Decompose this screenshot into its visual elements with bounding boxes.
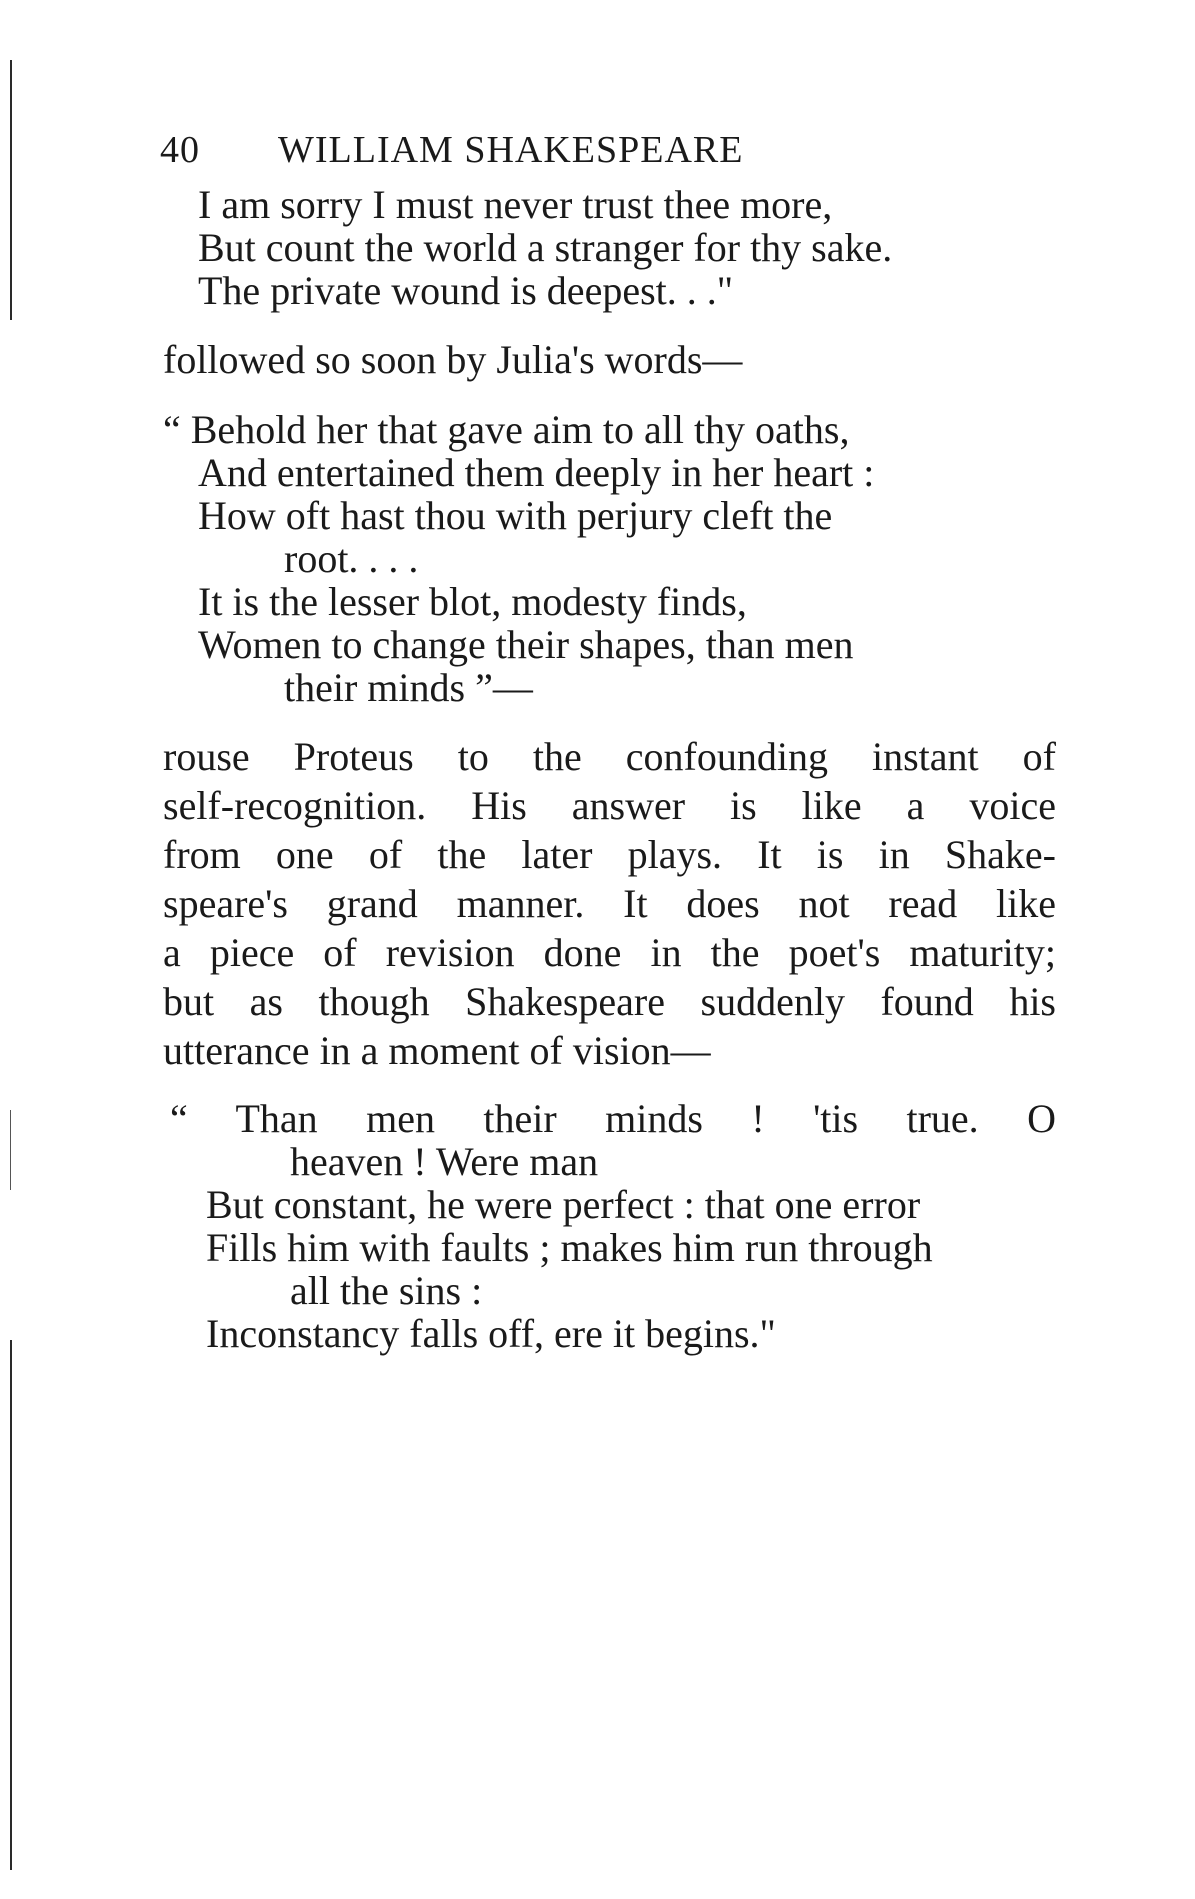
page-binding-edge [10, 60, 12, 320]
verse-line: But count the world a stranger for thy sake. [198, 225, 893, 270]
page-number: 40 [160, 129, 200, 171]
prose-line: followed so soon by Julia's words— [163, 337, 743, 382]
prose-line: a piece of revision done in the poet's maturity; [163, 930, 1056, 975]
verse-line: Inconstancy falls off, ere it begins." [206, 1311, 776, 1356]
page-binding-edge [10, 1110, 11, 1190]
running-title: WILLIAM SHAKESPEARE [278, 129, 744, 171]
verse-line: “ Behold her that gave aim to all thy oaths, [163, 407, 850, 452]
prose-line: rouse Proteus to the confounding instant of [163, 734, 1056, 779]
prose-line: self-recognition. His answer is like a voice [163, 783, 1056, 828]
verse-line: Women to change their shapes, than men [198, 622, 854, 667]
page-binding-edge [10, 1340, 12, 1870]
prose-line: but as though Shakespeare suddenly found his [163, 979, 1056, 1024]
verse-line: It is the lesser blot, modesty finds, [198, 579, 747, 624]
verse-line: all the sins : [290, 1268, 483, 1313]
prose-line: from one of the later plays. It is in Shake- [163, 832, 1056, 877]
prose-line: speare's grand manner. It does not read like [163, 881, 1056, 926]
verse-line: root. . . . [284, 536, 419, 581]
verse-line: How oft hast thou with perjury cleft the [198, 493, 833, 538]
verse-line: The private wound is deepest. . ." [198, 268, 734, 313]
prose-line: utterance in a moment of vision— [163, 1028, 711, 1073]
verse-line: But constant, he were perfect : that one error [206, 1182, 921, 1227]
verse-line: “ Than men their minds ! 'tis true. O [170, 1096, 1056, 1141]
running-header [160, 128, 743, 172]
verse-line: And entertained them deeply in her heart : [198, 450, 875, 495]
verse-line: heaven ! Were man [290, 1139, 599, 1184]
verse-line: Fills him with faults ; makes him run through [206, 1225, 933, 1270]
verse-line: I am sorry I must never trust thee more, [198, 182, 833, 227]
verse-line: their minds ”— [284, 665, 533, 710]
